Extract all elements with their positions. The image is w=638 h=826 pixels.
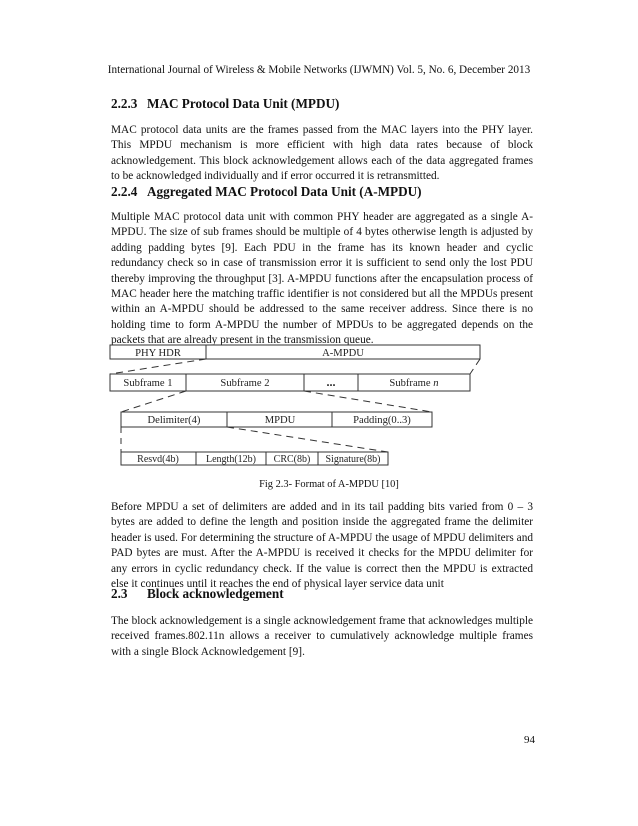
mpdu-label: MPDU	[264, 415, 296, 426]
section-number: 2.3	[111, 586, 128, 601]
resvd-label: Resvd(4b)	[137, 454, 179, 465]
connector-line	[470, 359, 480, 374]
paragraph-ampdu: Multiple MAC protocol data unit with common PHY header are aggregated as a single A-MPDU. The size of sub frames should be multiple of 4 bytes otherwise length is adjusted by adding padding bytes [9]. Each PDU in the frame has its known header and cyclic redundancy check so in case of transmission error it is sufficient to send only the lost PDU thereby improving the throughput [3]. A-MPDU functions after the encapsulation process of MAC header here the matching traffic identifier is not considered but all the MPDUs present within an A-MPDU should be addressed to the same receiver address. Since there is no holding time to form A-MPDU the number of MPDUs to be aggregated depends on the packets that are already present in the transmission queue.	[111, 211, 533, 347]
ellipsis-label: ...	[326, 375, 336, 389]
paragraph-mpdu: MAC protocol data units are the frames passed from the MAC layers into the PHY layer. This MPDU mechanism is more efficient with high data rates because of block acknowledgement. This block acknowledgement allows each of the data aggregated frames to be acknowledged individually and if error occurred it is retransmitted.	[111, 124, 533, 183]
signature-label: Signature(8b)	[325, 454, 381, 465]
paragraph-block-ack: The block acknowledgement is a single acknowledgement frame that acknowledges multiple received frames.802.11n allows a receiver to cumulatively acknowledge multiple frames with a single Block Acknowledgement [9].	[111, 615, 533, 658]
connector-line	[304, 391, 432, 412]
running-head: International Journal of Wireless & Mobile Networks (IJWMN) Vol. 5, No. 6, December 2013	[107, 64, 531, 76]
subframe-n-label	[389, 378, 438, 389]
subframe-n-text: Subframe	[389, 378, 434, 389]
paragraph-after-figure: Before MPDU a set of delimiters are added and in its tail padding bits varied from 0 – 3 bytes are added to define the length and position inside the aggregated frame the delimiter header is used. For determining the structure of A-MPDU the usage of MPDU delimiters and PAD bytes are must. After the A-MPDU is received it checks for the MPDU delimiter for any errors in cyclic redundancy check. If the value is correct then the MPDU is extracted else it continues until it reaches the end of physical layer service data unit	[111, 501, 533, 591]
subframe-1-label: Subframe 1	[123, 378, 173, 389]
connector-line	[110, 359, 206, 374]
ampdu-label: A-MPDU	[322, 348, 364, 359]
section-title: Aggregated MAC Protocol Data Unit (A-MPDU)	[147, 184, 422, 199]
page-number: 94	[524, 734, 535, 746]
length-label: Length(12b)	[206, 454, 256, 465]
section-number: 2.2.3	[111, 96, 138, 111]
section-title: Block acknowledgement	[147, 586, 284, 601]
padding-label: Padding(0..3)	[353, 415, 411, 426]
section-number: 2.2.4	[111, 184, 138, 199]
connector-line	[227, 427, 388, 452]
section-heading-block-ack	[111, 586, 284, 602]
delimiter-label: Delimiter(4)	[147, 415, 201, 426]
subframe-2-label: Subframe 2	[220, 378, 270, 389]
crc-label: CRC(8b)	[273, 454, 311, 465]
connector-line	[121, 391, 186, 412]
section-title: MAC Protocol Data Unit (MPDU)	[147, 96, 340, 111]
phy-hdr-label: PHY HDR	[135, 348, 181, 359]
subframe-n-italic: n	[433, 378, 439, 389]
figure-caption: Fig 2.3- Format of A-MPDU [10]	[259, 479, 399, 490]
